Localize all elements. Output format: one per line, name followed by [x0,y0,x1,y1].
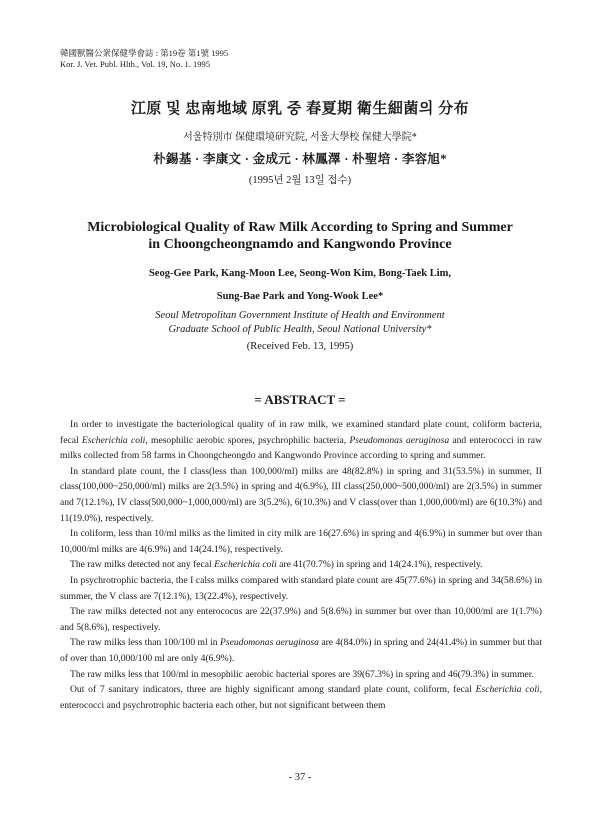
abstract-text: The raw milks detected not any enterococus are 22(37.9%) and 5(8.6%) in summer but over than 10,000/ml are 1(1.7%) and 5(8.6%), respectively. [60,606,542,633]
abstract-paragraph [60,682,542,713]
korean-title: 江原 및 忠南地域 原乳 중 春夏期 衛生細菌의 分布 [130,101,470,117]
english-affiliation-line: Graduate School of Public Health, Seoul National University* [168,324,432,335]
page-number: - 37 - [288,772,312,783]
korean-received-date: (1995년 2월 13일 접수) [248,175,352,186]
species-name: Escherichia coli [81,434,146,446]
abstract-text: In coliform, less than 10/ml milks as the limited in city milk are 16(27.6%) in spring and 4(6.9%) in summer but over than 10,000/ml milks are 4(6.9%) and 14(24.1%), respectively. [60,528,542,555]
abstract-paragraph [60,573,542,604]
english-title [0,219,600,253]
abstract-paragraph [60,667,542,683]
abstract-text: , enterococci and psychrotrophic bacteria each other, but not significant between them [60,684,543,711]
abstract-text: The raw milks detected not any fecal [70,559,215,571]
journal-citation [60,48,228,70]
abstract-body [60,417,542,713]
english-authors-line: Seog-Gee Park, Kang-Moon Lee, Seong-Won Kim, Bong-Taek Lim, [148,268,452,279]
abstract-paragraph [60,464,542,526]
abstract-paragraph [60,604,542,635]
abstract-text: In standard plate count, the I class(less than 100,000/ml) milks are 48(82.8%) in spring and 31(53.5%) in summer, II class(100,000~250,000/ml) milks are 2(3.5%) in spring and 4(6.9%), III class(250,000~500,000/ml) are 2(3.5%) in summer and 7(12.1%), IV class(500,000~1,000,000/ml) are 3(5.2%), 6(10.3%) and V class(over than 1,000,000/ml) are 6(10.3%) and 11(19.0%), respectively. [60,465,542,524]
english-authors [0,262,600,308]
abstract-heading: = ABSTRACT = [254,392,346,407]
abstract-text: are 41(70.7%) in spring and 14(24.1%), respectively. [276,559,483,571]
english-title-line: Microbiological Quality of Raw Milk According to Spring and Summer [87,220,513,235]
journal-citation-english: Kor. J. Vet. Publ. Hlth., Vol. 19, No. 1. 1995 [60,59,210,69]
abstract-paragraph [60,635,542,666]
english-title-line: in Choongcheongnamdo and Kangwondo Province [148,237,452,252]
english-received-date: (Received Feb. 13, 1995) [246,341,354,352]
korean-affiliation: 서울特別市 保健環境研究院, 서울大學校 保健大學院* [183,132,417,143]
abstract-paragraph [60,557,542,573]
english-authors-line: Sung-Bae Park and Yong-Wook Lee* [216,291,384,302]
abstract-text: are 4(84.0%) in spring and 24(41.4%) in summer but that of over than 10,000/100 ml are only 4(6.9%). [60,637,542,664]
journal-citation-korean: 韓國獸醫公衆保健學會誌 : 第19卷 第1號 1995 [60,48,229,58]
species-name: Escherichia coli [214,559,277,571]
abstract-text: The raw milks less than 100/100 ml in [70,637,221,649]
abstract-text: The raw milks less that 100/ml in mesophilic aerobic bacterial spores are 39(67.3%) in spring and 46(79.3%) in summer. [70,668,534,680]
species-name: Pseudomonas aeruginosa [349,434,450,446]
species-name: Escherichia coli [475,684,540,696]
abstract-text: In order to investigate the bacteriological quality of in raw milk, we examined standard plate count, coliform bacteria, fecal [60,419,542,446]
abstract-paragraph [60,417,542,464]
abstract-text: , mesophilic aerobic spores, psychrophilic bacteria, [145,434,350,446]
korean-authors: 朴錫基 · 李康文 · 金成元 · 林鳳澤 · 朴聖培 · 李容旭* [153,152,447,166]
abstract-text: In psychrotrophic bacteria, the I calss milks compared with standard plate count are 45(77.6%) in spring and 34(58.6%) in summer, the V class are 7(12.1%), 13(22.4%), respectively. [60,574,542,602]
english-affiliation [0,309,600,337]
abstract-text: and enterococci in raw milks collected from 58 farms in Choongcheongdo and Kangwondo Province according to spring and summer. [60,434,542,462]
species-name: Pseudomonas aeruginosa [220,637,319,649]
abstract-paragraph [60,526,542,557]
english-affiliation-line: Seoul Metropolitan Government Institute of Health and Environment [155,310,445,321]
abstract-text: Out of 7 sanitary indicators, three are highly significant among standard plate count, coliform, fecal [70,684,476,696]
